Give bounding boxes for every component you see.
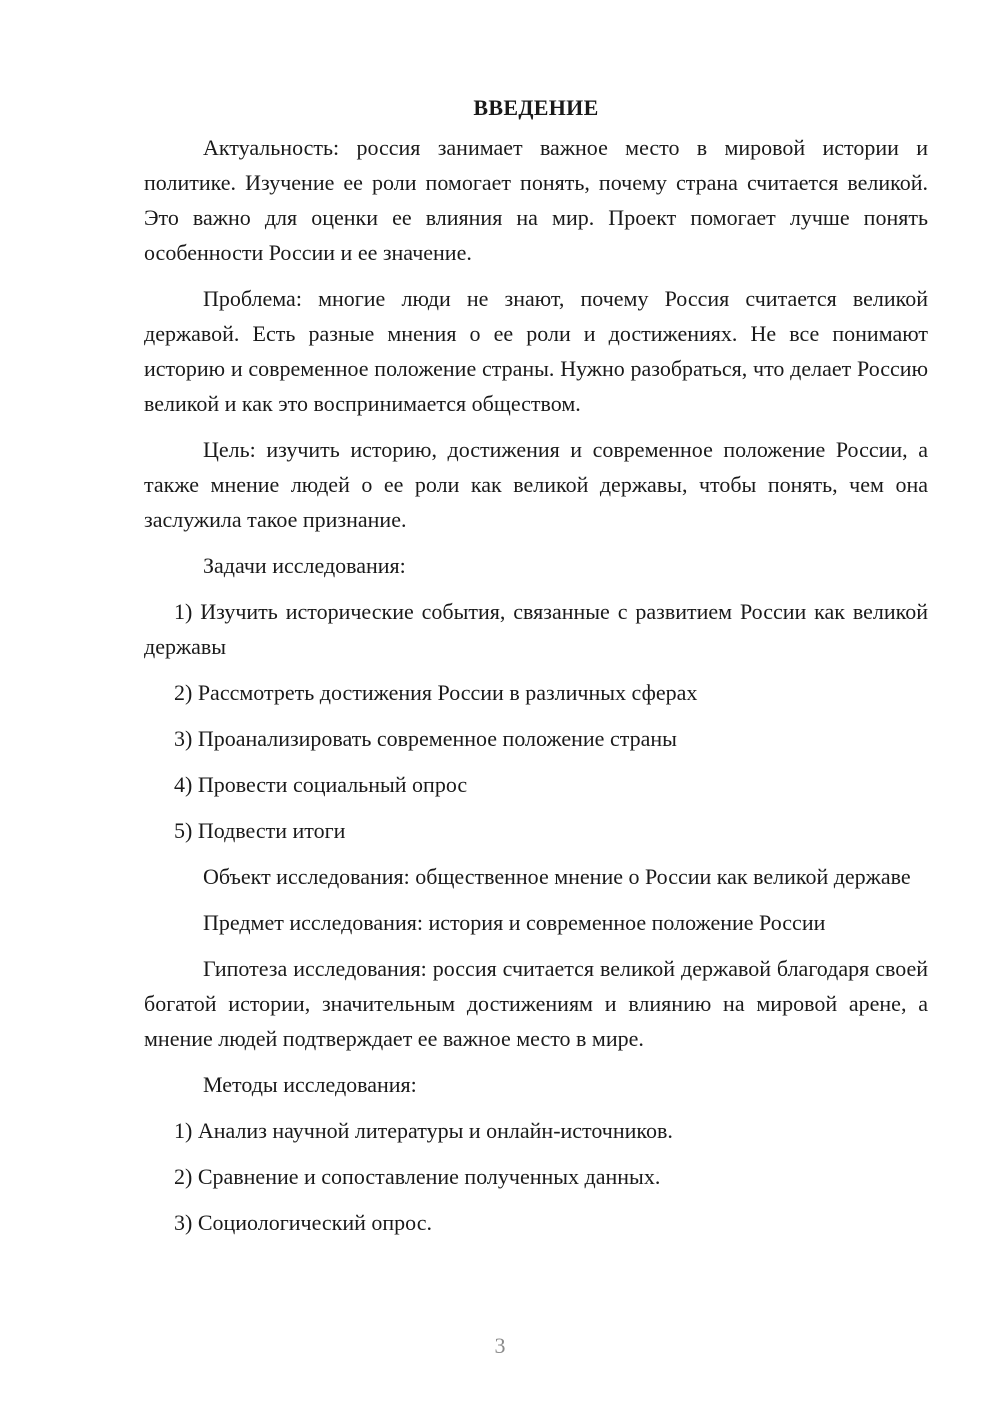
task-item-5: 5) Подвести итоги [174,818,346,843]
method-item-1: 1) Анализ научной литературы и онлайн-источников. [174,1118,673,1143]
paragraph-object: Объект исследования: общественное мнение о России как великой державе [203,864,911,889]
document-page [144,90,928,1251]
paragraph-subject: Предмет исследования: история и современное положение России [203,910,826,935]
task-item-3: 3) Проанализировать современное положение страны [174,726,677,751]
page-number: 3 [494,1333,506,1358]
method-item-2: 2) Сравнение и сопоставление полученных данных. [174,1164,661,1189]
paragraph-hypothesis: Гипотеза исследования: россия считается великой державой благодаря своей богатой истории, значительным достижениям и влиянию на мировой арене, а мнение людей подтверждает ее важное место в мире. [144,956,928,1051]
methods-heading: Методы исследования: [203,1072,417,1097]
task-item-2: 2) Рассмотреть достижения России в различных сферах [174,680,698,705]
section-title: ВВЕДЕНИЕ [473,95,599,120]
paragraph-problem: Проблема: многие люди не знают, почему Россия считается великой державой. Есть разные мнения о ее роли и достижениях. Не все понимают историю и современное положение страны. Нужно разобраться, что делает Россию великой и как это воспринимается обществом. [144,286,928,416]
paragraph-goal: Цель: изучить историю, достижения и современное положение России, а также мнение людей о ее роли как великой державы, чтобы понять, чем она заслужила такое признание. [144,437,928,532]
task-item-4: 4) Провести социальный опрос [174,772,468,797]
paragraph-relevance: Актуальность: россия занимает важное место в мировой истории и политике. Изучение ее роли помогает понять, почему страна считается великой. Это важно для оценки ее влияния на мир. Проект помогает лучше понять особенности России и ее значение. [144,135,928,265]
method-item-3: 3) Социологический опрос. [174,1210,432,1235]
task-item-1: 1) Изучить исторические события, связанные с развитием России как великой державы [144,599,928,659]
tasks-heading: Задачи исследования: [203,553,406,578]
